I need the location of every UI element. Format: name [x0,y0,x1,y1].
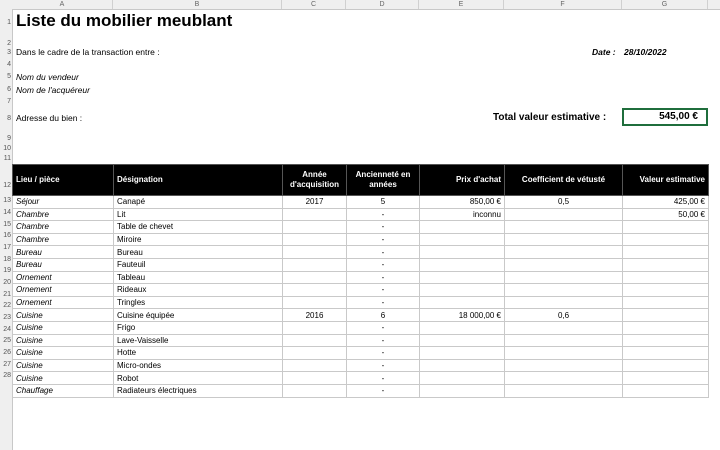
cell-valeur[interactable] [623,384,709,397]
table-row [13,271,709,284]
cell-prix[interactable]: 850,00 € [420,196,505,209]
row-number[interactable]: 24 [3,326,11,333]
row-number[interactable]: 21 [3,291,11,298]
cell-annee[interactable] [283,321,347,334]
cell-annee[interactable] [283,233,347,246]
cell-valeur[interactable] [623,321,709,334]
table-row [13,196,709,209]
intro-text[interactable]: Dans le cadre de la transaction entre : [16,47,160,57]
cell-lieu[interactable]: Chambre [13,221,114,234]
cell-annee[interactable] [283,384,347,397]
cell-valeur[interactable] [623,347,709,360]
table-row [13,309,709,322]
column-header-a[interactable]: A [12,0,113,9]
cell-designation[interactable]: Lave-Vaisselle [114,334,283,347]
sheet-title[interactable]: Liste du mobilier meublant [16,11,233,30]
cell-lieu[interactable]: Cuisine [13,359,114,372]
row-number[interactable]: 8 [7,115,11,122]
cell-lieu[interactable]: Chambre [13,233,114,246]
cell-anciennete[interactable]: - [347,334,420,347]
cell-coefficient[interactable]: 0,6 [505,309,623,322]
cell-valeur[interactable] [623,271,709,284]
cell-designation[interactable]: Table de chevet [114,221,283,234]
cell-annee[interactable] [283,347,347,360]
table-row [13,221,709,234]
cell-prix[interactable]: inconnu [420,208,505,221]
cell-valeur[interactable] [623,233,709,246]
cell-annee[interactable] [283,359,347,372]
cell-coefficient[interactable] [505,359,623,372]
column-header-c[interactable]: C [282,0,346,9]
cell-prix[interactable] [420,233,505,246]
row-number[interactable]: 1 [7,19,11,26]
row-number[interactable]: 6 [7,86,11,93]
cell-designation[interactable]: Micro-ondes [114,359,283,372]
cell-prix[interactable] [420,334,505,347]
table-row [13,321,709,334]
row-number[interactable]: 25 [3,337,11,344]
cell-valeur[interactable] [623,258,709,271]
cell-coefficient[interactable] [505,296,623,309]
cell-annee[interactable] [283,284,347,297]
cell-anciennete[interactable]: - [347,284,420,297]
buyer-name[interactable]: Nom de l'acquéreur [16,85,90,95]
table-body [13,196,709,398]
cell-annee[interactable] [283,208,347,221]
row-number[interactable]: 19 [3,267,11,274]
row-number[interactable]: 7 [7,98,11,105]
column-header-b[interactable]: B [113,0,282,9]
cell-coefficient[interactable] [505,221,623,234]
address-label[interactable]: Adresse du bien : [16,113,83,123]
cell-coefficient[interactable] [505,334,623,347]
row-number[interactable]: 22 [3,302,11,309]
cell-coefficient[interactable] [505,246,623,259]
header-anciennete[interactable]: Ancienneté en années [347,165,420,196]
table-row [13,359,709,372]
cell-valeur[interactable] [623,359,709,372]
cell-annee[interactable] [283,246,347,259]
cell-valeur[interactable] [623,309,709,322]
row-number[interactable]: 17 [3,244,11,251]
cell-coefficient[interactable] [505,284,623,297]
cell-prix[interactable] [420,359,505,372]
row-number[interactable]: 12 [3,182,11,189]
cell-coefficient[interactable] [505,347,623,360]
cell-designation[interactable]: Fauteuil [114,258,283,271]
cell-coefficient[interactable] [505,208,623,221]
cell-annee[interactable] [283,258,347,271]
date-label[interactable]: Date : [592,47,616,57]
cell-anciennete[interactable]: - [347,347,420,360]
header-valeur[interactable]: Valeur estimative [623,165,709,196]
cell-annee[interactable] [283,271,347,284]
furniture-table [12,164,709,398]
cell-prix[interactable] [420,321,505,334]
row-number[interactable]: 28 [3,372,11,379]
column-header-bar [0,0,720,10]
row-number[interactable]: 3 [7,49,11,56]
cell-annee[interactable] [283,334,347,347]
cell-designation[interactable]: Bureau [114,246,283,259]
table-header-row [13,165,709,196]
cell-valeur[interactable] [623,372,709,385]
header-prix[interactable]: Prix d'achat [420,165,505,196]
cell-lieu[interactable]: Cuisine [13,347,114,360]
cell-lieu[interactable]: Cuisine [13,309,114,322]
row-number[interactable]: 26 [3,349,11,356]
cell-anciennete[interactable]: 5 [347,196,420,209]
cell-anciennete[interactable]: - [347,258,420,271]
cell-designation[interactable]: Canapé [114,196,283,209]
cell-valeur[interactable] [623,284,709,297]
table-row [13,284,709,297]
header-lieu[interactable]: Lieu / pièce [13,165,114,196]
row-number[interactable]: 9 [7,135,11,142]
cell-lieu[interactable]: Chauffage [13,384,114,397]
cell-prix[interactable] [420,284,505,297]
table-row [13,334,709,347]
header-annee[interactable]: Année d'acquisition [283,165,347,196]
cell-valeur[interactable] [623,246,709,259]
cell-designation[interactable]: Tableau [114,271,283,284]
cell-coefficient[interactable] [505,384,623,397]
row-number[interactable]: 20 [3,279,11,286]
cell-anciennete[interactable]: - [347,321,420,334]
cell-valeur[interactable] [623,296,709,309]
table-row [13,233,709,246]
seller-name[interactable]: Nom du vendeur [16,72,79,82]
row-number[interactable]: 2 [7,40,11,47]
date-value[interactable]: 28/10/2022 [624,47,667,57]
cell-designation[interactable]: Lit [114,208,283,221]
column-header-d[interactable]: D [346,0,419,9]
cell-anciennete[interactable]: - [347,372,420,385]
column-header-g[interactable]: G [622,0,708,9]
cell-anciennete[interactable]: 6 [347,309,420,322]
row-number[interactable]: 15 [3,221,11,228]
cell-anciennete[interactable]: - [347,246,420,259]
cell-coefficient[interactable]: 0,5 [505,196,623,209]
cell-lieu[interactable]: Chambre [13,208,114,221]
cell-anciennete[interactable]: - [347,208,420,221]
cell-coefficient[interactable] [505,258,623,271]
cell-anciennete[interactable]: - [347,384,420,397]
cell-designation[interactable]: Radiateurs électriques [114,384,283,397]
cell-prix[interactable] [420,372,505,385]
row-number[interactable]: 4 [7,61,11,68]
cell-anciennete[interactable]: - [347,359,420,372]
cell-designation[interactable]: Miroire [114,233,283,246]
cell-annee[interactable]: 2017 [283,196,347,209]
cell-designation[interactable]: Tringles [114,296,283,309]
cell-anciennete[interactable]: - [347,221,420,234]
cell-annee[interactable]: 2016 [283,309,347,322]
total-value-cell[interactable]: 545,00 € [622,108,708,126]
cell-valeur[interactable] [623,334,709,347]
cell-prix[interactable] [420,347,505,360]
cell-lieu[interactable]: Cuisine [13,321,114,334]
cell-coefficient[interactable] [505,233,623,246]
row-number[interactable]: 16 [3,232,11,239]
cell-coefficient[interactable] [505,321,623,334]
cell-lieu[interactable]: Ornement [13,271,114,284]
cell-lieu[interactable]: Ornement [13,284,114,297]
cell-prix[interactable] [420,384,505,397]
cell-lieu[interactable]: Séjour [13,196,114,209]
cell-valeur[interactable] [623,221,709,234]
row-number[interactable]: 23 [3,314,11,321]
table-row [13,296,709,309]
cell-prix[interactable] [420,221,505,234]
column-header-f[interactable]: F [504,0,622,9]
cell-designation[interactable]: Rideaux [114,284,283,297]
row-number[interactable]: 13 [3,197,11,204]
cell-annee[interactable] [283,221,347,234]
cell-coefficient[interactable] [505,372,623,385]
row-number[interactable]: 18 [3,256,11,263]
cell-prix[interactable] [420,246,505,259]
table-row [13,384,709,397]
cell-coefficient[interactable] [505,271,623,284]
cell-anciennete[interactable]: - [347,271,420,284]
cell-designation[interactable]: Frigo [114,321,283,334]
cell-prix[interactable] [420,296,505,309]
table-row [13,246,709,259]
row-number[interactable]: 14 [3,209,11,216]
table-row [13,208,709,221]
cell-annee[interactable] [283,372,347,385]
cell-lieu[interactable]: Ornement [13,296,114,309]
table-row [13,347,709,360]
cell-lieu[interactable]: Cuisine [13,334,114,347]
cell-designation[interactable]: Robot [114,372,283,385]
table-row [13,258,709,271]
row-number[interactable]: 10 [3,145,11,152]
cell-lieu[interactable]: Bureau [13,258,114,271]
cell-valeur[interactable]: 50,00 € [623,208,709,221]
cell-lieu[interactable]: Cuisine [13,372,114,385]
cell-prix[interactable] [420,271,505,284]
cell-anciennete[interactable]: - [347,233,420,246]
cell-prix[interactable] [420,258,505,271]
table-row [13,372,709,385]
column-header-e[interactable]: E [419,0,504,9]
row-number[interactable]: 5 [7,73,11,80]
row-number[interactable]: 11 [3,155,11,162]
cell-designation[interactable]: Hotte [114,347,283,360]
cell-prix[interactable]: 18 000,00 € [420,309,505,322]
cell-anciennete[interactable]: - [347,296,420,309]
cell-annee[interactable] [283,296,347,309]
header-coefficient[interactable]: Coefficient de vétusté [505,165,623,196]
header-designation[interactable]: Désignation [114,165,283,196]
cell-valeur[interactable]: 425,00 € [623,196,709,209]
total-label[interactable]: Total valeur estimative : [493,112,607,123]
cell-lieu[interactable]: Bureau [13,246,114,259]
row-number[interactable]: 27 [3,361,11,368]
cell-designation[interactable]: Cuisine équipée [114,309,283,322]
